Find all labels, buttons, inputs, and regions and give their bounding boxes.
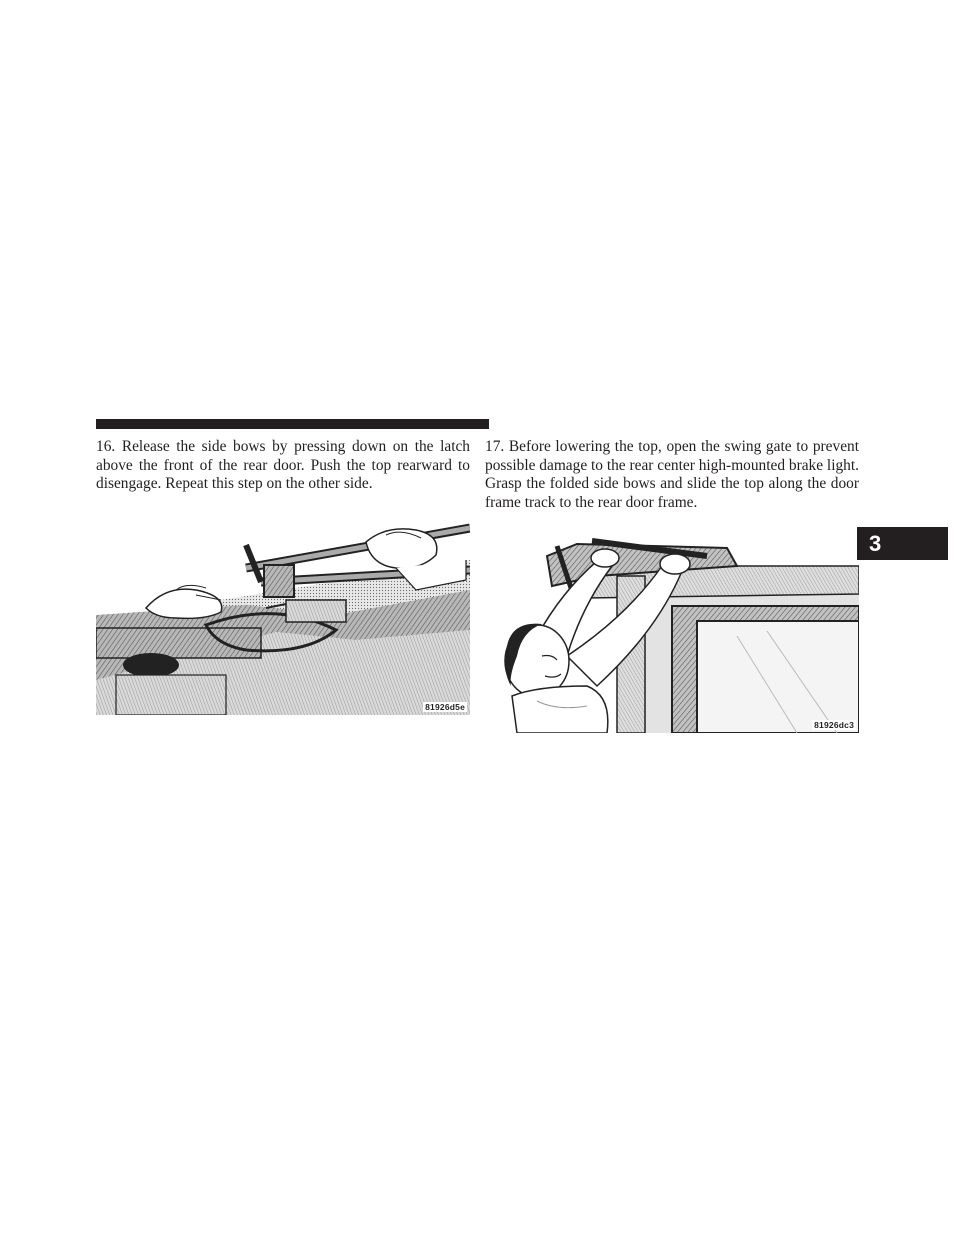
side-bow-latch-drawing xyxy=(96,520,470,715)
slide-top-drawing xyxy=(497,536,859,733)
figure-code-left: 81926d5e xyxy=(425,702,465,712)
step-17-text: 17. Before lowering the top, open the swing gate to prevent possible damage to the rear center high-mounted brake light. Grasp the folded side bows and slide the top along the door frame track to the rear door frame. xyxy=(485,438,859,511)
section-tab-number: 3 xyxy=(869,531,882,556)
side-bow-latch-illustration xyxy=(96,520,470,715)
slide-top-illustration xyxy=(497,536,859,733)
step-16-text: 16. Release the side bows by pressing down on the latch above the front of the rear door. Push the top rearward to disengage. Repeat this step on the other side. xyxy=(96,438,470,493)
section-tab xyxy=(857,527,948,560)
figure-code-right: 81926dc3 xyxy=(814,720,854,730)
section-rule xyxy=(96,419,489,429)
